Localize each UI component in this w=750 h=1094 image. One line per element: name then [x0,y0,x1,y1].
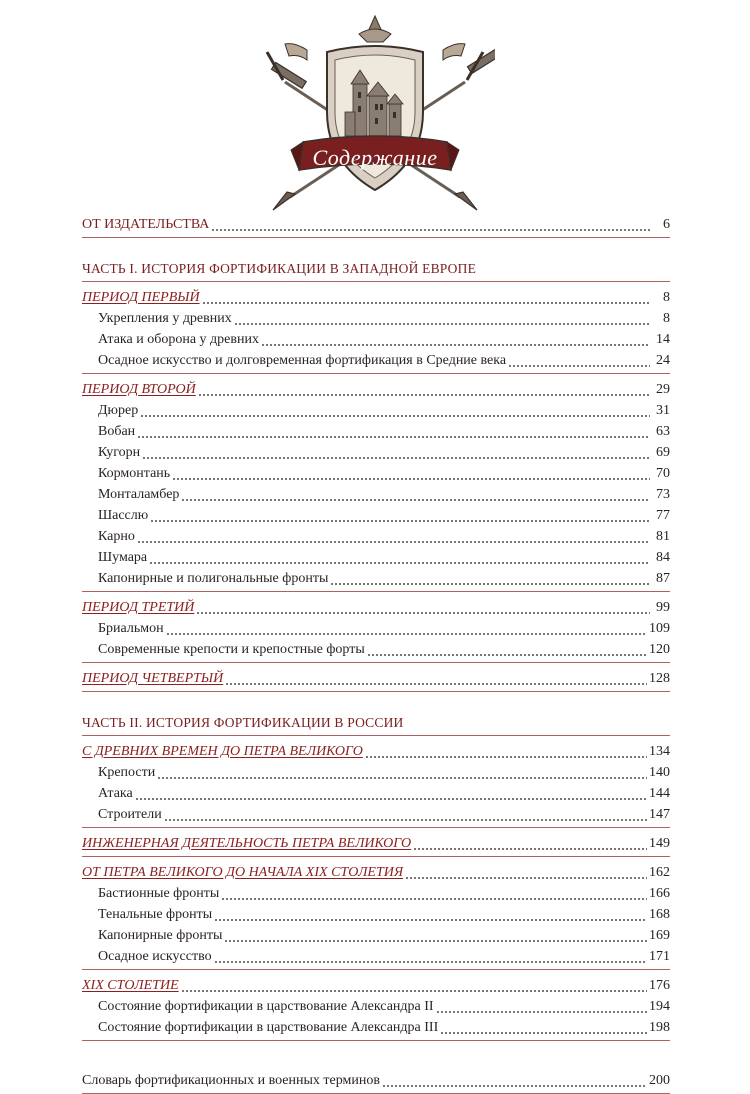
toc-entry-page: 198 [649,1020,670,1035]
toc-entry[interactable] [82,483,670,504]
toc-entry[interactable] [82,307,670,328]
toc-entry-publisher[interactable] [82,213,670,234]
toc-entry-glossary[interactable] [82,1069,670,1090]
toc-entry-page: 147 [649,807,670,822]
dot-leader [382,1076,647,1088]
divider [82,281,670,282]
section-title: ПЕРИОД ЧЕТВЕРТЫЙ [82,671,224,686]
crossed-swords-shield-icon [255,12,495,217]
divider [82,691,670,692]
dot-leader [137,427,650,439]
toc-section[interactable] [82,832,670,853]
divider [82,237,670,238]
toc-entry[interactable] [82,349,670,370]
section-page: 162 [649,865,670,880]
toc-section[interactable] [82,740,670,761]
dot-leader [202,293,650,305]
toc-entry[interactable] [82,638,670,659]
toc-section[interactable] [82,974,670,995]
dot-leader [157,768,647,780]
toc-entry-page: 169 [649,928,670,943]
dot-leader [137,532,650,544]
toc-section[interactable] [82,286,670,307]
toc-entry-page: 70 [656,466,670,481]
divider [82,969,670,970]
dot-leader [181,981,647,993]
dot-leader [224,931,647,943]
dot-leader [196,603,650,615]
toc-entry-page: 200 [649,1073,670,1088]
toc-entry-label: Осадное искусство [98,949,212,964]
toc-entry[interactable] [82,617,670,638]
section-page: 149 [649,836,670,851]
toc-entry-label: Кормонтань [98,466,171,481]
toc-entry-label: Капонирные и полигональные фронты [98,571,329,586]
toc-entry-label: Атака и оборона у древних [98,332,259,347]
section-page: 134 [649,744,670,759]
toc-entry-page: 24 [656,353,670,368]
toc-entry-page: 166 [649,886,670,901]
section-title: ИНЖЕНЕРНАЯ ДЕЯТЕЛЬНОСТЬ ПЕТРА ВЕЛИКОГО [82,836,412,851]
section-page: 29 [656,382,670,397]
toc-entry[interactable] [82,328,670,349]
toc-entry-label: Кугорн [98,445,141,460]
dot-leader [140,406,650,418]
dot-leader [166,624,647,636]
dot-leader [211,220,650,232]
divider [82,856,670,857]
toc-entry-page: 109 [649,621,670,636]
contents-title: Содержание [312,145,438,170]
toc-section[interactable] [82,378,670,399]
section-page: 99 [656,600,670,615]
toc-entry-page: 81 [656,529,670,544]
toc-entry-label: Состояние фортификации в царствование Александра III [98,1020,439,1035]
toc-entry[interactable] [82,399,670,420]
section-title: ОТ ПЕТРА ВЕЛИКОГО ДО НАЧАЛА XIX СТОЛЕТИЯ [82,865,404,880]
toc-entry-page: 144 [649,786,670,801]
toc-entry-page: 31 [656,403,670,418]
toc-part-heading [82,710,670,732]
toc-entry-page: 194 [649,999,670,1014]
toc-entry-label: Дюрер [98,403,139,418]
toc-section[interactable] [82,596,670,617]
toc-entry-label: Шумара [98,550,148,565]
dot-leader [367,645,647,657]
toc-entry-page: 14 [656,332,670,347]
toc-entry-label: Осадное искусство и долговременная фортификация в Средние века [98,353,507,368]
dot-leader [181,490,650,502]
toc-entry-page: 140 [649,765,670,780]
table-of-contents [82,213,670,1094]
section-title: ПЕРИОД ТРЕТИЙ [82,600,195,615]
dot-leader [164,810,647,822]
dot-leader [172,469,650,481]
dot-leader [142,448,650,460]
section-title: ПЕРИОД ПЕРВЫЙ [82,290,200,305]
toc-entry-label: Строители [98,807,162,822]
section-title: XIX СТОЛЕТИЕ [82,978,179,993]
divider [82,373,670,374]
toc-entry-page: 8 [663,311,670,326]
toc-entry[interactable] [82,546,670,567]
toc-section[interactable] [82,861,670,882]
toc-entry-label: Укрепления у древних [98,311,232,326]
dot-leader [214,910,647,922]
toc-entry-label: Состояние фортификации в царствование Александра II [98,999,434,1014]
part-title: ЧАСТЬ II. ИСТОРИЯ ФОРТИФИКАЦИИ В РОССИИ [82,715,404,730]
dot-leader [261,335,650,347]
section-page: 176 [649,978,670,993]
divider [82,1040,670,1041]
dot-leader [150,511,650,523]
dot-leader [234,314,650,326]
section-title: С ДРЕВНИХ ВРЕМЕН ДО ПЕТРА ВЕЛИКОГО [82,744,363,759]
divider [82,735,670,736]
toc-entry-label: Крепости [98,765,156,780]
toc-entry-page: 63 [656,424,670,439]
dot-leader [436,1002,647,1014]
toc-entry-page: 87 [656,571,670,586]
toc-entry-page: 171 [649,949,670,964]
divider [82,827,670,828]
toc-entry[interactable] [82,567,670,588]
toc-entry-page: 84 [656,550,670,565]
toc-entry-label: Бриальмон [98,621,164,636]
toc-entry-label: Бастионные фронты [98,886,220,901]
toc-entry-label: Шасслю [98,508,149,523]
dot-leader [330,574,650,586]
toc-entry-label: Атака [98,786,133,801]
dot-leader [440,1023,647,1035]
dot-leader [214,952,647,964]
toc-entry-label: Тенальные фронты [98,907,213,922]
toc-entry[interactable] [82,420,670,441]
toc-entry[interactable] [82,903,670,924]
toc-entry-page: 73 [656,487,670,502]
toc-entry[interactable] [82,782,670,803]
toc-entry-label: Карно [98,529,135,544]
toc-entry-page: 77 [656,508,670,523]
section-page: 8 [663,290,670,305]
toc-part-heading [82,256,670,278]
toc-entry[interactable] [82,761,670,782]
toc-entry-page: 120 [649,642,670,657]
dot-leader [198,385,650,397]
toc-section[interactable] [82,667,670,688]
divider [82,591,670,592]
dot-leader [413,839,647,851]
toc-entry-page: 168 [649,907,670,922]
toc-entry-label: Современные крепости и крепостные форты [98,642,365,657]
section-page: 128 [649,671,670,686]
toc-entry[interactable] [82,803,670,824]
dot-leader [405,868,647,880]
dot-leader [225,674,647,686]
contents-emblem [255,12,495,217]
toc-entry[interactable] [82,945,670,966]
toc-entry[interactable] [82,441,670,462]
toc-entry[interactable] [82,1016,670,1037]
toc-entry[interactable] [82,525,670,546]
toc-entry[interactable] [82,882,670,903]
toc-entry-page: 6 [663,217,670,232]
dot-leader [508,356,650,368]
toc-entry-page: 69 [656,445,670,460]
toc-entry-label: Вобан [98,424,136,439]
dot-leader [365,747,647,759]
toc-entry-label: Монталамбер [98,487,180,502]
toc-entry[interactable] [82,462,670,483]
toc-entry[interactable] [82,504,670,525]
toc-entry-label: ОТ ИЗДАТЕЛЬСТВА [82,217,210,232]
toc-entry-label: Капонирные фронты [98,928,223,943]
dot-leader [221,889,647,901]
toc-entry[interactable] [82,924,670,945]
toc-entry[interactable] [82,995,670,1016]
dot-leader [149,553,650,565]
divider [82,662,670,663]
section-title: ПЕРИОД ВТОРОЙ [82,382,196,397]
dot-leader [135,789,647,801]
toc-entry-label: Словарь фортификационных и военных терминов [82,1073,380,1088]
part-title: ЧАСТЬ I. ИСТОРИЯ ФОРТИФИКАЦИИ В ЗАПАДНОЙ ЕВРОПЕ [82,261,477,276]
